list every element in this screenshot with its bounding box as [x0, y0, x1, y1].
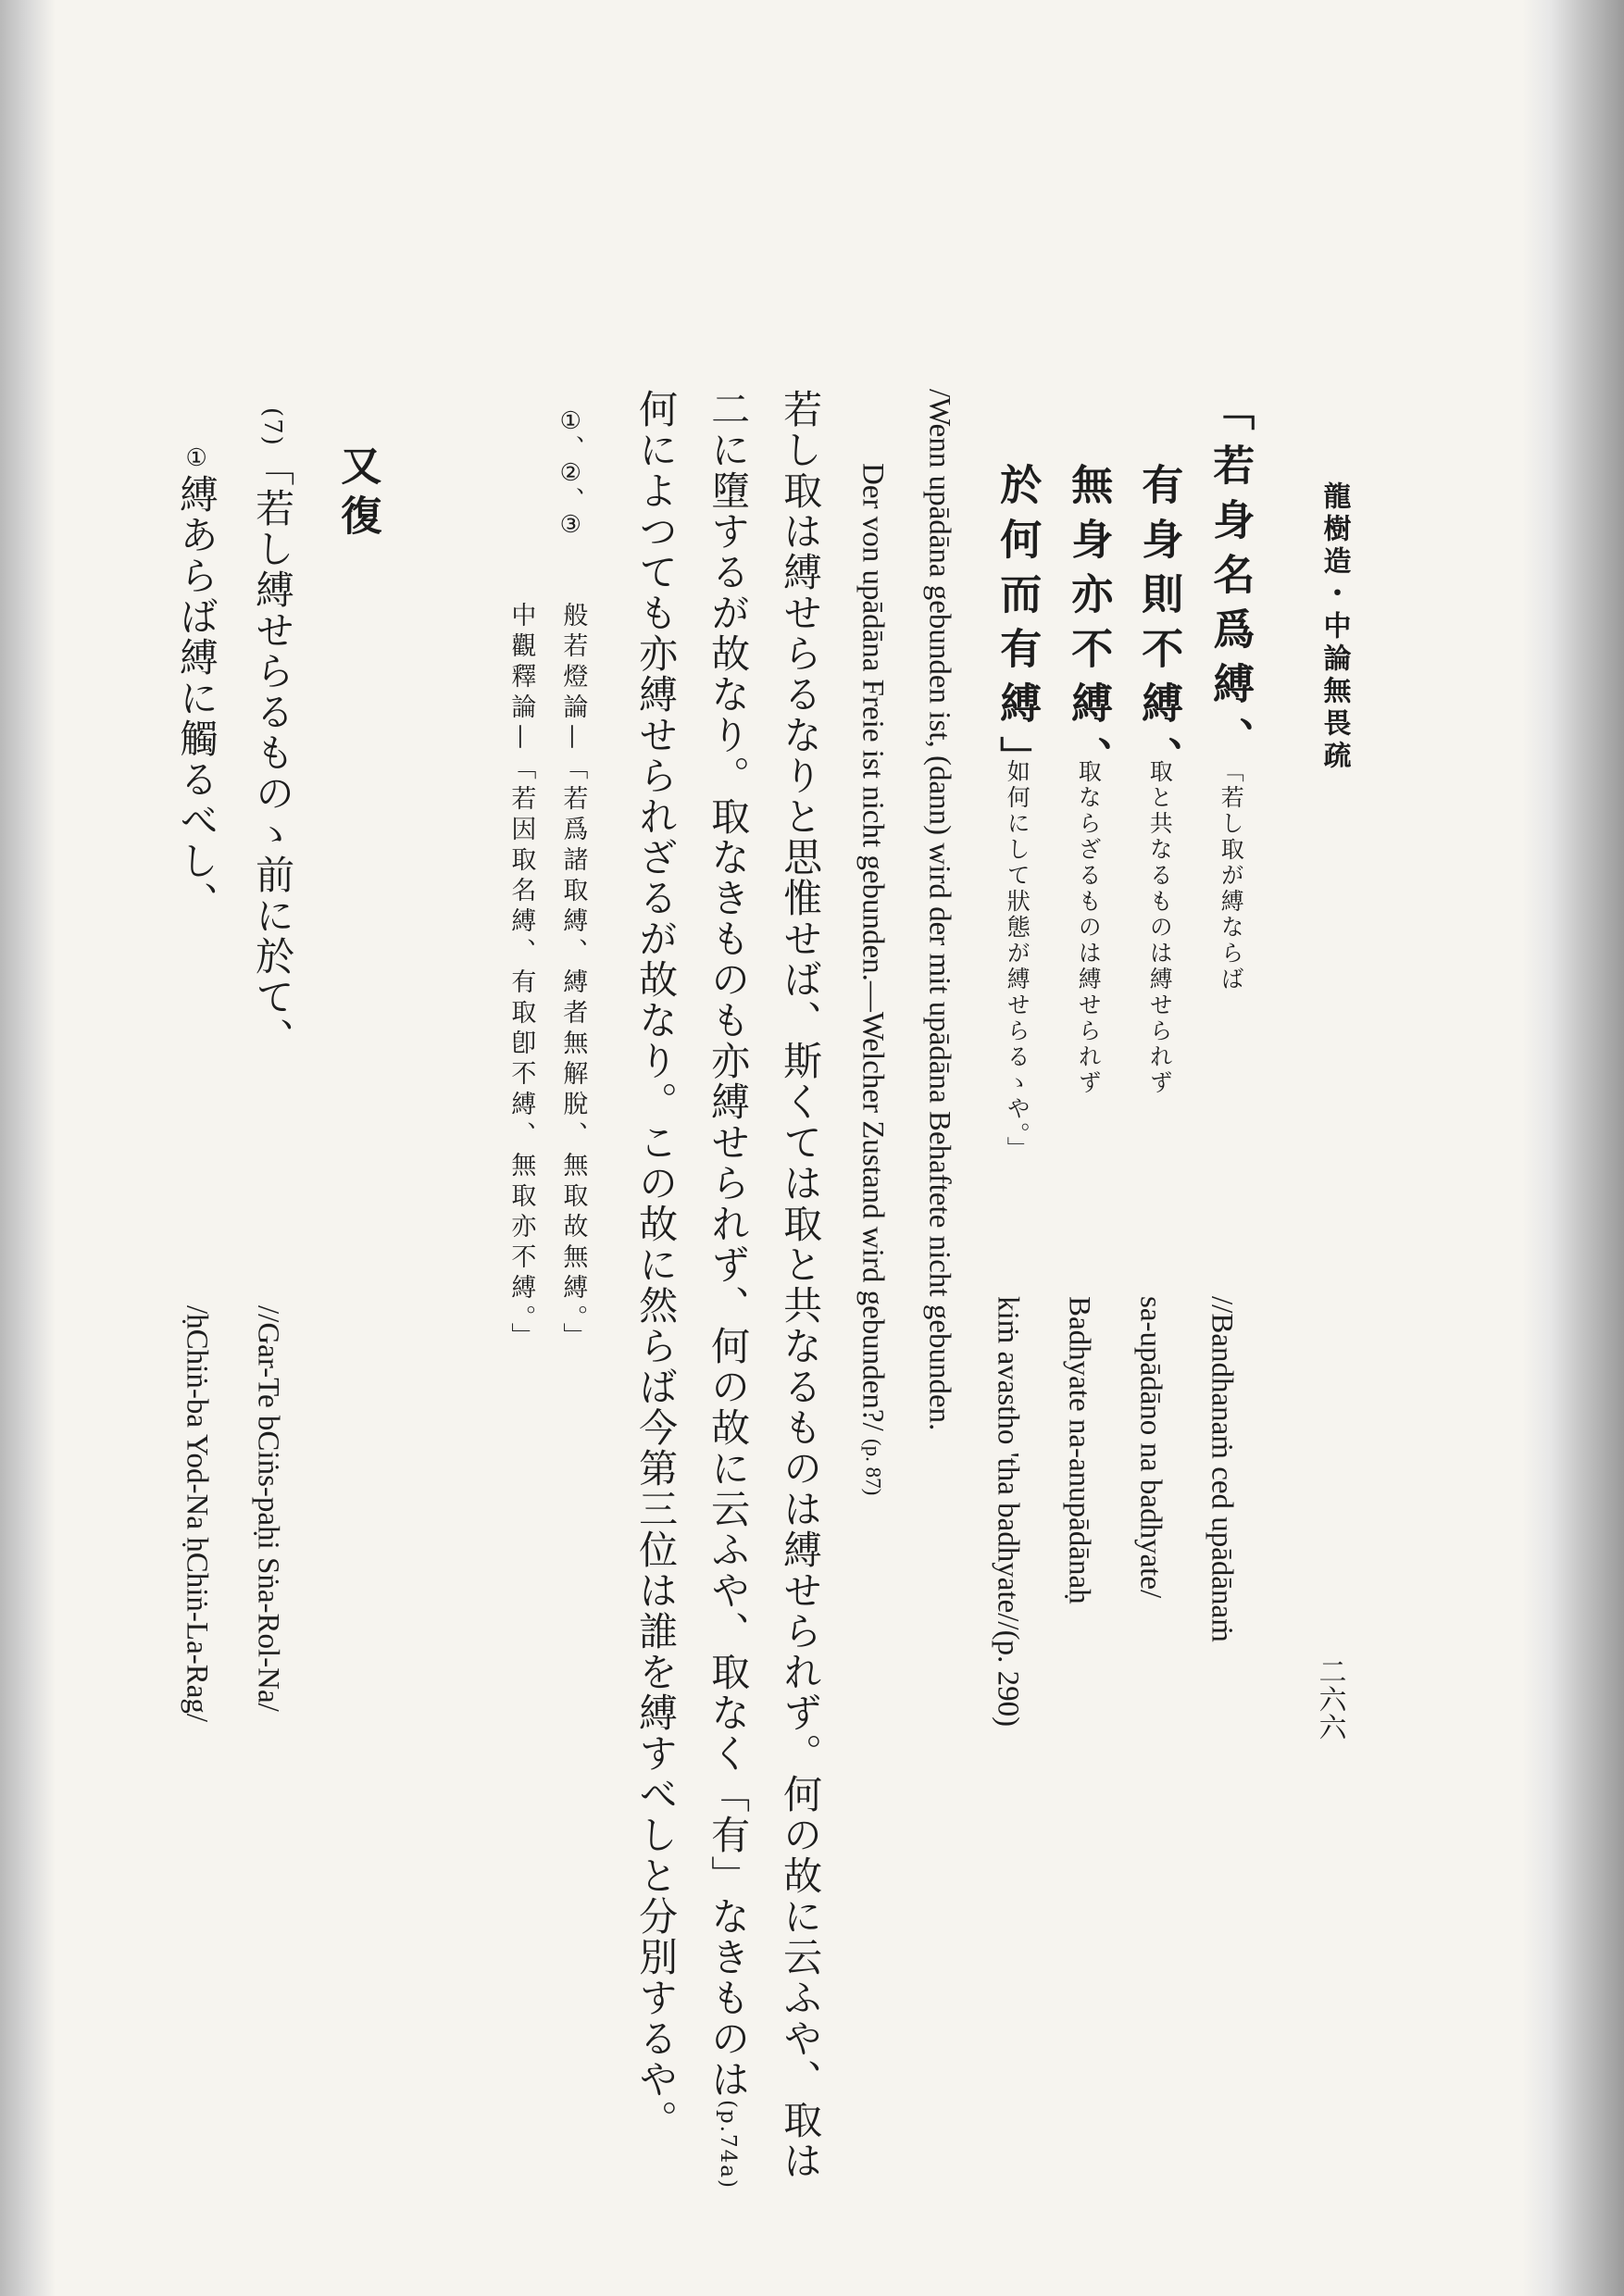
- german-page-ref: (p. 87): [861, 1438, 885, 1496]
- footnote-1: 般若燈論—「若爲諸取縛、縛者無解脫、無取故無縛。」: [558, 602, 588, 1354]
- section-tib-line-1: //Gar-Te bCiṅs-paḥi Sṅa-Rol-Na/: [251, 1305, 285, 1712]
- verse-jp-line-4: 如何にして狀態が縛せらるゝや。」: [1004, 759, 1031, 1163]
- verse-jp-line-1: 「若し取が縛ならば: [1218, 759, 1245, 992]
- section-jp-line-2-text: 縛あらば縛に觸るべし、: [174, 474, 220, 922]
- commentary-line-2: [706, 389, 752, 2190]
- verse-jp-line-2: 取と共なるものは縛せられず: [1146, 759, 1174, 1096]
- verse-skt-line-3: Badhyate na-anupādānaḥ: [1062, 1296, 1096, 1604]
- commentary-line-2-text: 二に墮するが故なり。取なきものも亦縛せられず、何の故に云ふや、取なく「有」なきものは: [706, 389, 752, 2100]
- running-header: 龍樹造・中論無畏疏: [1318, 481, 1351, 773]
- verse-skt-line-2: sa-upādāno na badhyate/: [1133, 1296, 1168, 1599]
- verse-cn-line-1: 「若身名爲縛、: [1206, 389, 1255, 771]
- verse-cn-line-2: 有身則不縛、: [1134, 463, 1184, 791]
- section-jp-line-1-text: 「若し縛せらるものゝ前に於て、: [250, 446, 296, 1058]
- verse-jp-line-3: 取ならざるものは縛せられず: [1075, 759, 1103, 1096]
- section-jp-footnote-marker: ①: [182, 444, 211, 474]
- verse-cn-line-3: 無身亦不縛、: [1064, 463, 1114, 791]
- commentary-page-ref: (p.74a): [716, 2100, 741, 2190]
- footnote-2: 中觀釋論—「若因取名縛、有取卽不縛、無取亦不縛。」: [506, 602, 536, 1354]
- page-number: 二六六: [1313, 1657, 1346, 1741]
- german-line-2: [856, 463, 889, 1495]
- section-jp-line-1: [250, 407, 296, 1058]
- commentary-line-3: 何によつても亦縛せられざるが故なり。この故に然らば今第三位は誰を縛すべしと分別するや。: [633, 389, 680, 2140]
- section-jp-line-2: [174, 444, 220, 922]
- footnote-markers: ①、②、③: [556, 407, 585, 539]
- section-heading: 又復: [333, 444, 381, 544]
- verse-skt-line-4: kiṁ avastho 'tha badhyate//(p. 290): [991, 1296, 1025, 1728]
- verse-cn-line-4: 於何而有縛」: [993, 463, 1043, 791]
- verse-skt-line-1: //Bandhanaṁ ced upādānaṁ: [1205, 1296, 1239, 1642]
- german-line-2-text: Der von upādāna Freie ist nicht gebunden.—Welcher Zustand wird gebunden?/: [856, 463, 890, 1431]
- section-tib-line-2: /ḥChiṅ-ba Yod-Na ḥChiṅ-La-Rag/: [180, 1305, 214, 1723]
- scan-edge-right: [1522, 0, 1624, 2296]
- section-marker: (7): [258, 407, 287, 447]
- commentary-line-1: 若し取は縛せらるなりと思惟せば、斯くては取と共なるものは縛せられず。何の故に云ふや、取は: [778, 389, 824, 2181]
- scan-edge-left: [0, 0, 56, 2296]
- german-line-1: /Wenn upādāna gebunden ist, (dann) wird der mit upādāna Behaftete nicht gebunden.: [922, 389, 956, 1431]
